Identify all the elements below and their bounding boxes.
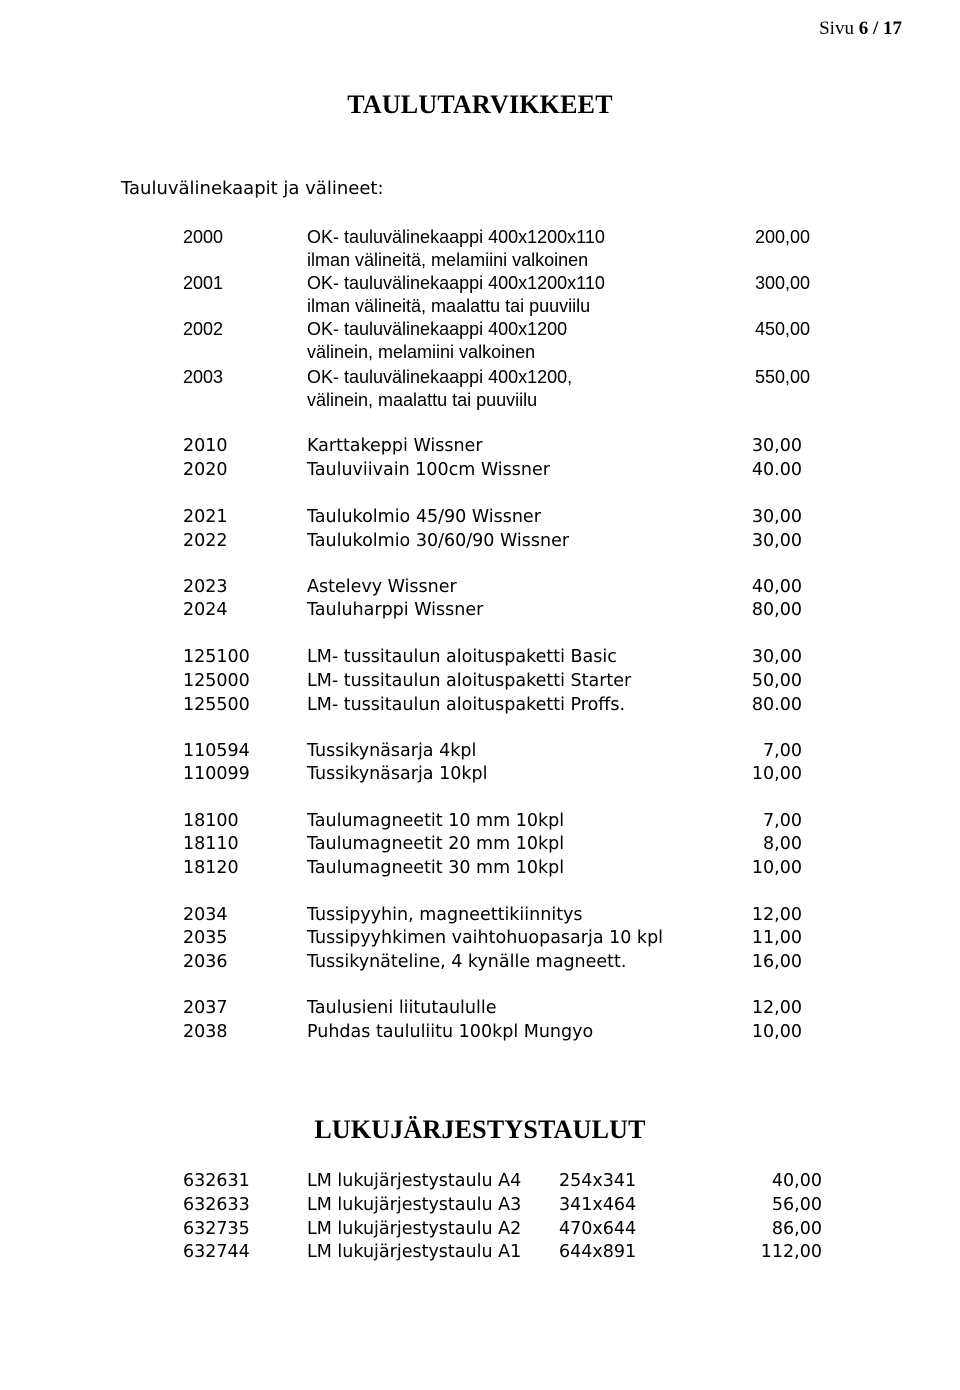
- product-price: 30,00: [751, 436, 802, 456]
- product-description: LM- tussitaulun aloituspaketti Proffs.: [307, 695, 626, 715]
- product-description: Taulukolmio 30/60/90 Wissner: [307, 531, 570, 551]
- product-code: 632744: [183, 1242, 250, 1262]
- product-description: Puhdas taululiitu 100kpl Mungyo: [307, 1022, 594, 1042]
- product-description-line2: ilman välineitä, maalattu tai puuviilu: [307, 296, 591, 316]
- product-description: Tussipyyhin, magneettikiinnitys: [307, 905, 583, 925]
- product-price: 10,00: [751, 858, 802, 878]
- product-row: [0, 1021, 960, 1044]
- product-row: [0, 951, 960, 974]
- product-price: 12,00: [751, 998, 802, 1018]
- product-description: OK- tauluvälinekaappi 400x1200: [307, 319, 568, 339]
- product-code: 2003: [183, 367, 224, 387]
- product-row: [0, 857, 960, 880]
- product-row: [0, 599, 960, 622]
- timetable-board-row: [0, 1170, 960, 1193]
- product-price: 11,00: [751, 928, 802, 948]
- product-price: 8,00: [763, 834, 802, 854]
- product-description-line2: välinein, maalattu tai puuviilu: [307, 390, 538, 410]
- product-description: LM lukujärjestystaulu A4: [307, 1171, 522, 1191]
- cabinet-row: [0, 318, 960, 362]
- product-code: 632633: [183, 1195, 250, 1215]
- product-code: 2000: [183, 227, 224, 247]
- cabinet-row: [0, 226, 960, 270]
- product-description: Tussikynäsarja 4kpl: [307, 741, 477, 761]
- product-code: 110099: [183, 764, 250, 784]
- product-code: 110594: [183, 741, 250, 761]
- section-title-lukujarjestystaulut: LUKUJÄRJESTYSTAULUT: [314, 1115, 646, 1144]
- product-price: 12,00: [751, 905, 802, 925]
- product-row: [0, 904, 960, 927]
- product-description: Tauluviivain 100cm Wissner: [307, 460, 550, 480]
- product-code: 2036: [183, 952, 228, 972]
- section-title-taulutarvikkeet: TAULUTARVIKKEET: [347, 90, 613, 119]
- product-price: 10,00: [751, 1022, 802, 1042]
- product-code: 2035: [183, 928, 228, 948]
- product-size: 254x341: [559, 1171, 637, 1191]
- product-description: LM lukujärjestystaulu A3: [307, 1195, 522, 1215]
- page-current: 6: [858, 18, 869, 39]
- product-description: Taulusieni liitutaululle: [307, 998, 497, 1018]
- product-row: [0, 694, 960, 717]
- product-size: 470x644: [559, 1219, 637, 1239]
- product-row: [0, 530, 960, 553]
- product-row: [0, 763, 960, 786]
- product-description: Taulumagneetit 20 mm 10kpl: [307, 834, 565, 854]
- product-price: 86,00: [771, 1219, 822, 1239]
- product-price: 30,00: [751, 507, 802, 527]
- product-price: 7,00: [763, 811, 802, 831]
- product-price: 80.00: [751, 695, 802, 715]
- product-code: 18110: [183, 834, 239, 854]
- product-description: OK- tauluvälinekaappi 400x1200x110: [307, 273, 605, 293]
- product-price: 80,00: [751, 600, 802, 620]
- product-row: [0, 670, 960, 693]
- product-price: 30,00: [751, 531, 802, 551]
- product-code: 632735: [183, 1219, 250, 1239]
- product-code: 2024: [183, 600, 228, 620]
- product-price: 40,00: [751, 577, 802, 597]
- product-description: Taulumagneetit 30 mm 10kpl: [307, 858, 565, 878]
- product-code: 2034: [183, 905, 228, 925]
- product-row: [0, 646, 960, 669]
- product-row: [0, 833, 960, 856]
- page-separator: /: [872, 18, 879, 39]
- product-code: 125000: [183, 671, 250, 691]
- product-description-line2: välinein, melamiini valkoinen: [307, 342, 536, 362]
- product-row: [0, 997, 960, 1020]
- product-price: 10,00: [751, 764, 802, 784]
- product-description: LM lukujärjestystaulu A2: [307, 1219, 522, 1239]
- product-description: Karttakeppi Wissner: [307, 436, 483, 456]
- product-price: 300,00: [754, 273, 810, 293]
- product-code: 2020: [183, 460, 228, 480]
- product-row: [0, 576, 960, 599]
- product-description: OK- tauluvälinekaappi 400x1200,: [307, 367, 573, 387]
- product-description: Taulumagneetit 10 mm 10kpl: [307, 811, 565, 831]
- product-description: Taulukolmio 45/90 Wissner: [307, 507, 541, 527]
- product-code: 2023: [183, 577, 228, 597]
- product-price: 40.00: [751, 460, 802, 480]
- page-label: Sivu: [819, 18, 854, 39]
- page-number: [819, 18, 902, 40]
- product-code: 2022: [183, 531, 228, 551]
- product-price: 30,00: [751, 647, 802, 667]
- product-row: [0, 740, 960, 763]
- product-code: 125100: [183, 647, 250, 667]
- product-code: 2001: [183, 273, 224, 293]
- product-description: Tauluharppi Wissner: [307, 600, 484, 620]
- product-price: 450,00: [754, 319, 810, 339]
- timetable-board-row: [0, 1241, 960, 1264]
- timetable-board-row: [0, 1194, 960, 1217]
- product-description: OK- tauluvälinekaappi 400x1200x110: [307, 227, 605, 247]
- product-code: 2038: [183, 1022, 228, 1042]
- product-code: 18100: [183, 811, 239, 831]
- product-row: [0, 435, 960, 458]
- product-code: 632631: [183, 1171, 250, 1191]
- product-description: Tussipyyhkimen vaihtohuopasarja 10 kpl: [307, 928, 664, 948]
- product-description: LM lukujärjestystaulu A1: [307, 1242, 522, 1262]
- product-row: [0, 459, 960, 482]
- product-price: 550,00: [754, 367, 810, 387]
- product-price: 7,00: [763, 741, 802, 761]
- page-total: 17: [883, 18, 902, 39]
- product-price: 40,00: [771, 1171, 822, 1191]
- product-row: [0, 506, 960, 529]
- product-row: [0, 927, 960, 950]
- product-price: 200,00: [754, 227, 810, 247]
- product-description: Tussikynäteline, 4 kynälle magneett.: [307, 952, 627, 972]
- product-description: Tussikynäsarja 10kpl: [307, 764, 488, 784]
- product-code: 18120: [183, 858, 239, 878]
- product-price: 16,00: [751, 952, 802, 972]
- product-description: Astelevy Wissner: [307, 577, 457, 597]
- product-code: 2010: [183, 436, 228, 456]
- product-description: LM- tussitaulun aloituspaketti Starter: [307, 671, 632, 691]
- timetable-board-row: [0, 1218, 960, 1241]
- product-size: 341x464: [559, 1195, 637, 1215]
- product-description: LM- tussitaulun aloituspaketti Basic: [307, 647, 617, 667]
- product-price: 112,00: [760, 1242, 822, 1262]
- product-description-line2: ilman välineitä, melamiini valkoinen: [307, 250, 589, 270]
- product-code: 125500: [183, 695, 250, 715]
- section-subtitle: Tauluvälinekaapit ja välineet:: [121, 178, 384, 199]
- cabinet-row: [0, 272, 960, 316]
- product-code: 2002: [183, 319, 224, 339]
- product-row: [0, 810, 960, 833]
- product-code: 2021: [183, 507, 228, 527]
- product-price: 56,00: [771, 1195, 822, 1215]
- product-price: 50,00: [751, 671, 802, 691]
- product-code: 2037: [183, 998, 228, 1018]
- product-size: 644x891: [559, 1242, 637, 1262]
- cabinet-row: [0, 366, 960, 410]
